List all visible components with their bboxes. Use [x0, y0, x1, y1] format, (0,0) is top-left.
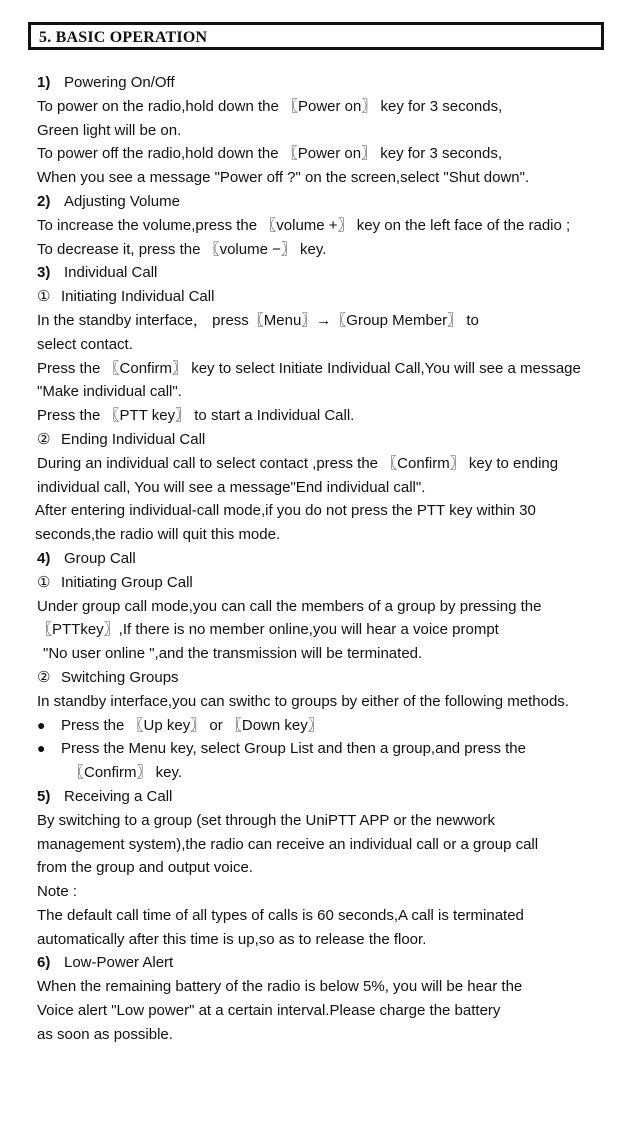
paragraph-line: as soon as possible. [37, 1025, 173, 1043]
paragraph-line: from the group and output voice. [37, 859, 253, 877]
page-title: 5. BASIC OPERATION [39, 29, 208, 46]
section-number: 1) [37, 74, 51, 91]
section-heading-text: Group Call [64, 549, 136, 567]
circled-number: ① [37, 288, 51, 306]
bullet-item [37, 714, 617, 738]
paragraph-line: The default call time of all types of calls is 60 seconds,A call is terminated [37, 906, 524, 924]
section-number: 6) [37, 954, 51, 972]
section-number: 2) [37, 192, 51, 210]
section-heading [37, 951, 617, 975]
document-body [37, 71, 617, 1047]
bullet-text: Press the Menu key, select Group List and then a group,and press the [61, 740, 526, 758]
paragraph-line: Note : [37, 883, 78, 901]
paragraph-line: When you see a message "Power off ?" on the screen,select "Shut down". [37, 169, 530, 187]
section-number: 3) [37, 264, 51, 282]
paragraph-line: By switching to a group (set through the UniPTT APP or the newwork [37, 811, 496, 829]
bullet-text: Press the 〖Up key〗 or 〖Down key〗 [61, 716, 323, 734]
section-heading-text: Low-Power Alert [64, 954, 174, 972]
section-number: 5) [37, 787, 51, 805]
paragraph-line: management system),the radio can receive an individual call or a group call [37, 835, 539, 853]
paragraph-line: Press the 〖PTT key〗 to start a Individual Call. [37, 407, 355, 425]
section-heading [37, 261, 617, 285]
paragraph-line: To power on the radio,hold down the 〖Power on〗 key for 3 seconds, [37, 97, 503, 115]
paragraph-line: In the standby interface， press〖Menu〗→〖Group Member〗 to [37, 311, 479, 329]
subsection-heading-text: Ending Individual Call [61, 430, 206, 448]
paragraph-line: When the remaining battery of the radio is below 5%, you will be hear the [37, 978, 523, 996]
paragraph-line: 〖Confirm〗 key. [69, 764, 183, 782]
subsection-heading-text: Initiating Individual Call [61, 288, 215, 306]
paragraph-line: To decrease it, press the 〖volume −〗 key. [37, 240, 327, 258]
bullet-icon: ● [37, 740, 46, 757]
paragraph-line: Voice alert "Low power" at a certain interval.Please charge the battery [37, 1002, 501, 1020]
paragraph-line: During an individual call to select contact ,press the 〖Confirm〗 key to ending [37, 454, 559, 472]
section-heading [37, 547, 617, 571]
paragraph-line: Under group call mode,you can call the members of a group by pressing the [37, 597, 542, 615]
paragraph-line: seconds,the radio will quit this mode. [35, 526, 281, 544]
circled-number: ① [37, 573, 51, 591]
section-heading [37, 71, 617, 95]
paragraph-line: After entering individual-call mode,if you do not press the PTT key within 30 [35, 502, 536, 520]
section-heading-text: Individual Call [64, 264, 158, 282]
paragraph-line: To power off the radio,hold down the 〖Power on〗 key for 3 seconds, [37, 145, 502, 163]
subsection-heading-text: Initiating Group Call [61, 573, 193, 591]
section-heading [37, 190, 617, 214]
subsection-heading [37, 285, 617, 309]
bullet-item [37, 737, 617, 761]
section-number: 4) [37, 549, 51, 567]
section-header [28, 22, 604, 50]
paragraph-line: individual call, You will see a message"End individual call". [37, 478, 426, 496]
paragraph-line: select contact. [37, 335, 133, 353]
section-heading-text: Receiving a Call [64, 787, 173, 805]
section-heading-text: Adjusting Volume [64, 192, 180, 210]
circled-number: ② [37, 668, 51, 686]
subsection-heading-text: Switching Groups [61, 668, 179, 686]
paragraph-line: Green light will be on. [37, 121, 182, 139]
section-heading-text: Powering On/Off [64, 74, 175, 91]
paragraph-line: 〖PTTkey〗,If there is no member online,you will hear a voice prompt [37, 621, 499, 639]
paragraph-line: Press the 〖Confirm〗 key to select Initiate Individual Call,You will see a message [37, 359, 581, 377]
paragraph-line: "Make individual call". [37, 383, 182, 401]
subsection-heading [37, 571, 617, 595]
paragraph-line: automatically after this time is up,so as to release the floor. [37, 930, 427, 948]
circled-number: ② [37, 430, 51, 448]
paragraph-line: To increase the volume,press the 〖volume +〗 key on the left face of the radio ; [37, 216, 571, 234]
bullet-icon: ● [37, 716, 46, 733]
subsection-heading [37, 666, 617, 690]
section-heading [37, 785, 617, 809]
paragraph-line: In standby interface,you can swithc to groups by either of the following methods. [37, 692, 569, 710]
paragraph-line: "No user online ",and the transmission will be terminated. [43, 645, 423, 663]
subsection-heading [37, 428, 617, 452]
